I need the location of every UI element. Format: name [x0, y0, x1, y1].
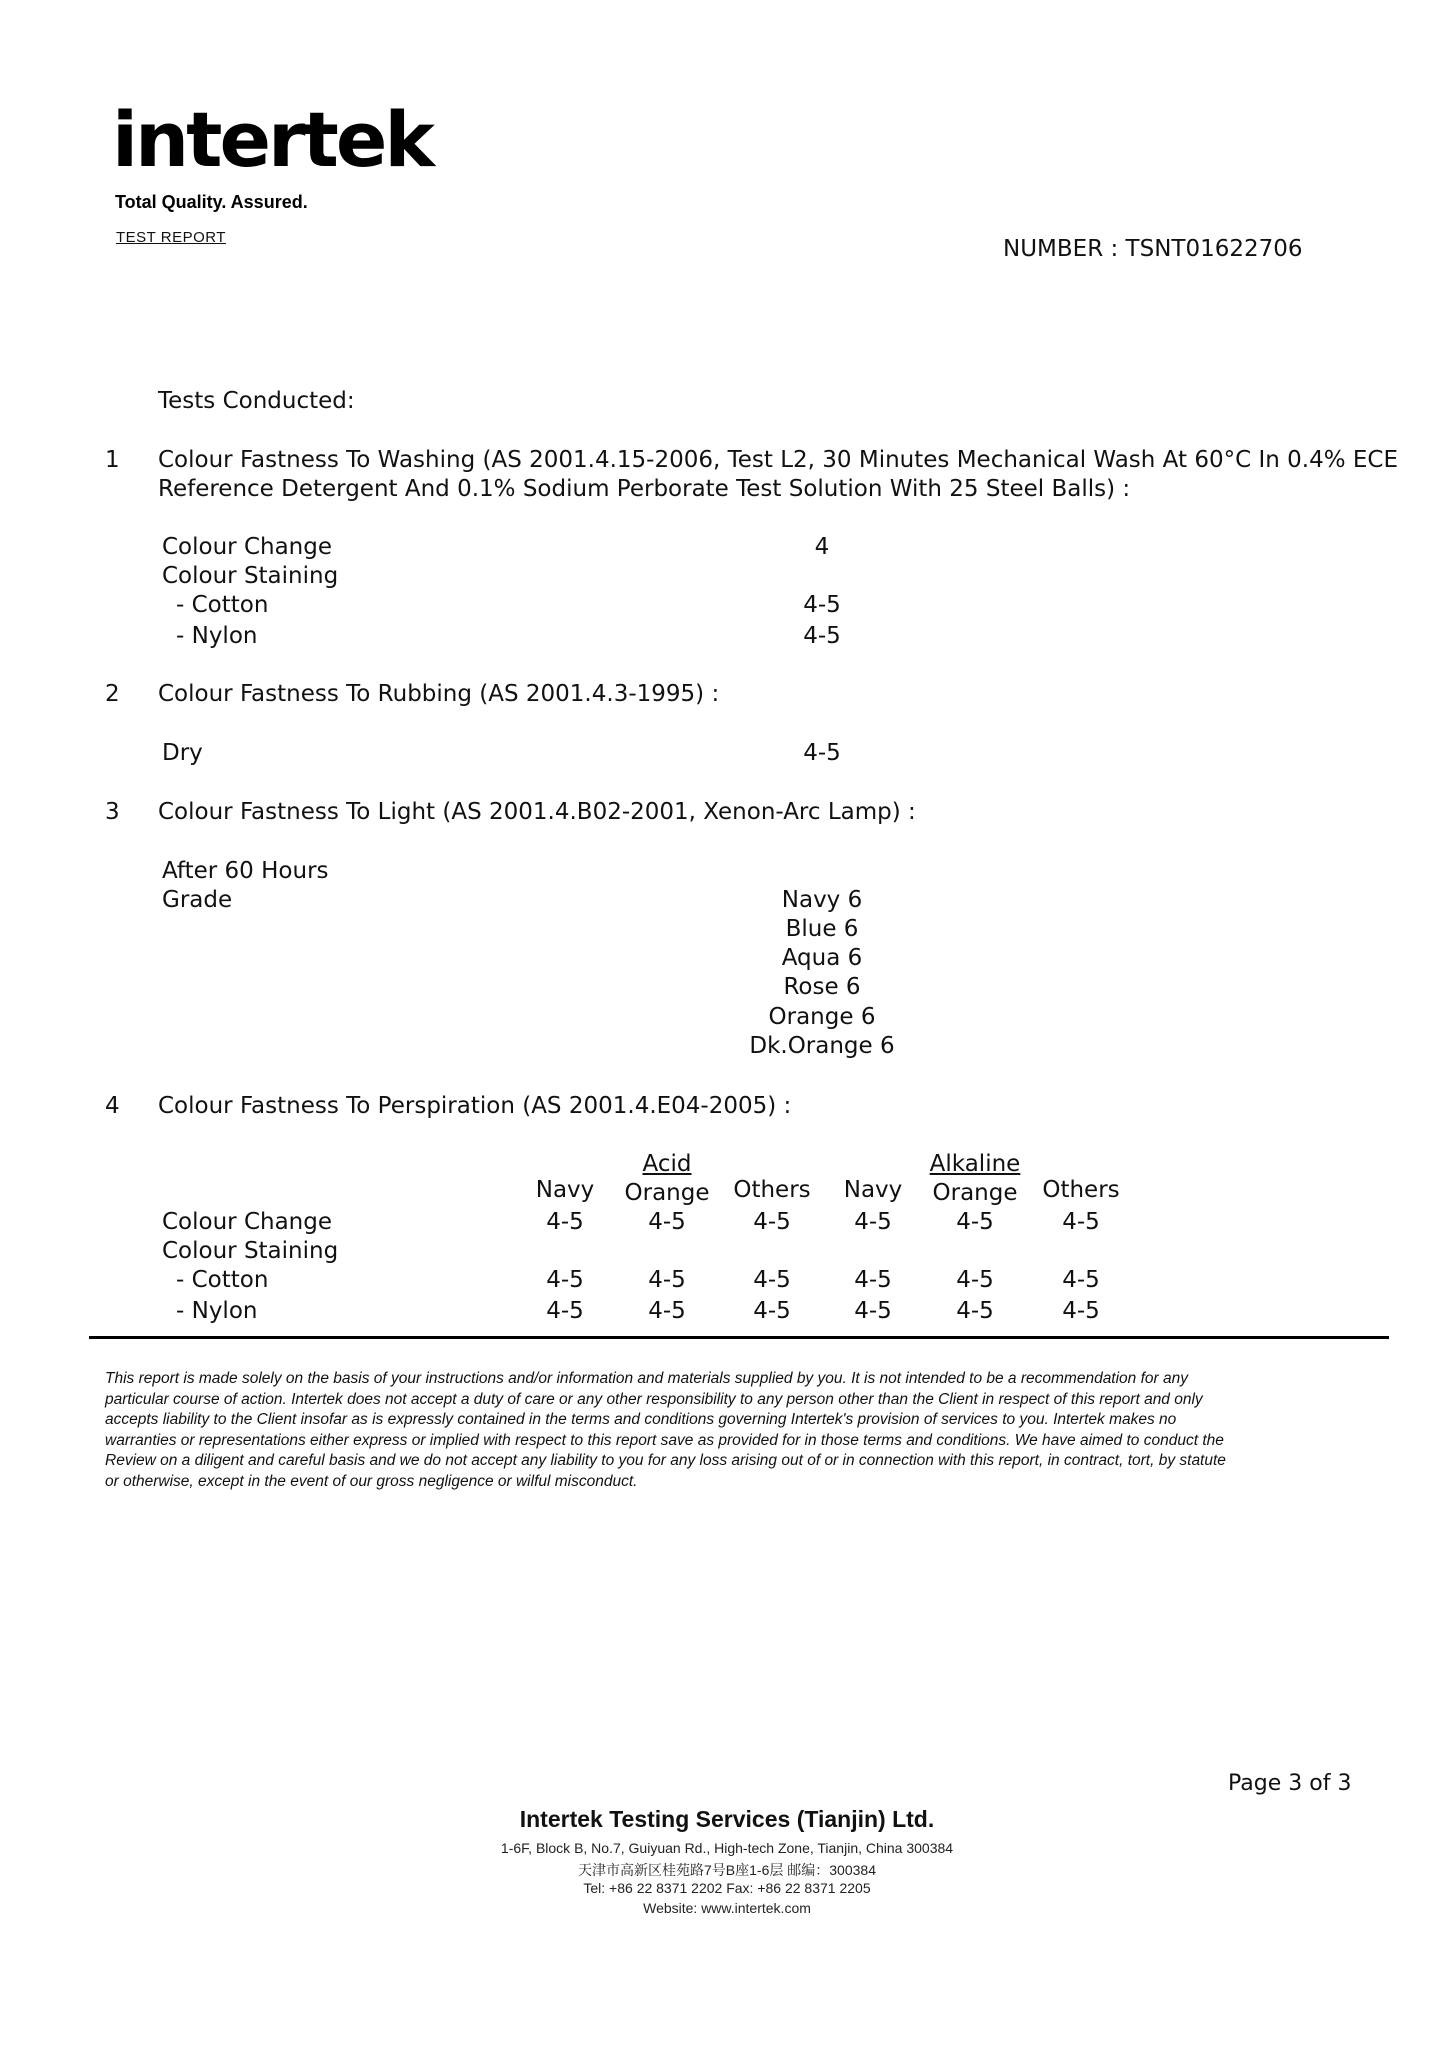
table-cell: 4-5 [1062, 1209, 1100, 1235]
disclaimer-line: or otherwise, except in the event of our gross negligence or wilful misconduct. [105, 1472, 638, 1490]
test-4-title: Colour Fastness To Perspiration (AS 2001.4.E04-2005) : [158, 1093, 792, 1119]
disclaimer-line: warranties or representations either express or implied with respect to this report save as provided for in those terms and conditions. We have aimed to conduct the [105, 1431, 1224, 1449]
table-cell: 4-5 [648, 1298, 686, 1324]
test-3-grade: Aqua 6 [781, 945, 863, 971]
column-header: Navy [535, 1177, 595, 1203]
table-cell: 4-5 [546, 1209, 584, 1235]
test-3-grade-label: Grade [162, 887, 233, 913]
intertek-logo: intertek [112, 95, 432, 184]
column-header: Orange [932, 1180, 1018, 1206]
table-cell: 4-5 [753, 1209, 791, 1235]
test-1-row-label: - Cotton [176, 592, 269, 618]
report-number: NUMBER : TSNT01622706 [1003, 236, 1303, 262]
table-cell: 4-5 [648, 1267, 686, 1293]
test-1-row-value: 4 [814, 534, 830, 560]
perspiration-row-label: Colour Staining [162, 1238, 339, 1264]
footer-address-cn: 天津市高新区桂苑路7号B座1-6层 邮编：300384 [578, 1862, 876, 1878]
test-1-row-label: - Nylon [176, 623, 258, 649]
table-cell: 4-5 [1062, 1298, 1100, 1324]
table-cell: 4-5 [956, 1267, 994, 1293]
group-header-acid: Acid [642, 1151, 692, 1177]
test-4-number: 4 [105, 1093, 120, 1119]
test-1-row-label: Colour Staining [162, 563, 339, 589]
disclaimer [105, 1369, 1365, 1492]
test-3-grade: Dk.Orange 6 [749, 1033, 895, 1059]
footer-website: Website: www.intertek.com [643, 1900, 811, 1916]
table-cell: 4-5 [546, 1298, 584, 1324]
horizontal-rule [89, 1336, 1389, 1339]
tests-heading: Tests Conducted: [158, 388, 355, 414]
table-cell: 4-5 [753, 1298, 791, 1324]
table-cell: 4-5 [854, 1298, 892, 1324]
group-header-alkaline: Alkaline [929, 1151, 1021, 1177]
test-3-title: Colour Fastness To Light (AS 2001.4.B02-2001, Xenon-Arc Lamp) : [158, 799, 916, 825]
test-2-number: 2 [105, 681, 120, 707]
test-3-number: 3 [105, 799, 120, 825]
table-cell: 4-5 [1062, 1267, 1100, 1293]
perspiration-row-label: Colour Change [162, 1209, 332, 1235]
table-cell: 4-5 [956, 1298, 994, 1324]
disclaimer-line: accepts liability to the Client insofar as is expressly contained in the terms and conditions governing Intertek's provision of services to you. Intertek makes no [105, 1411, 1177, 1428]
test-2-row-label: Dry [162, 740, 203, 766]
column-header: Others [1042, 1177, 1120, 1203]
test-1-number: 1 [105, 447, 120, 473]
footer-address: 1-6F, Block B, No.7, Guiyuan Rd., High-tech Zone, Tianjin, China 300384 [500, 1840, 954, 1856]
table-cell: 4-5 [956, 1209, 994, 1235]
test-3-grade: Blue 6 [785, 916, 859, 942]
table-cell: 4-5 [753, 1267, 791, 1293]
doc-type-label: TEST REPORT [116, 229, 226, 246]
page-number: Page 3 of 3 [1228, 1771, 1352, 1796]
column-header: Orange [624, 1180, 710, 1206]
table-cell: 4-5 [648, 1209, 686, 1235]
perspiration-row-label: - Nylon [176, 1298, 258, 1324]
test-2-title: Colour Fastness To Rubbing (AS 2001.4.3-1995) : [158, 681, 720, 707]
column-header: Navy [843, 1177, 903, 1203]
disclaimer-line: particular course of action. Intertek does not accept a duty of care or any other responsibility to any person other than the Client in respect of this report and only [105, 1390, 1203, 1408]
test-1-row-label: Colour Change [162, 534, 332, 560]
test-3-after: After 60 Hours [162, 858, 329, 884]
disclaimer-line: This report is made solely on the basis of your instructions and/or information and materials supplied by you. It is not intended to be a recommendation for any [105, 1370, 1188, 1387]
footer-company: Intertek Testing Services (Tianjin) Ltd. [519, 1806, 935, 1832]
test-1-title: Colour Fastness To Washing (AS 2001.4.15-2006, Test L2, 30 Minutes Mechanical Wash At 60°C In 0.4% ECE [158, 447, 1399, 473]
logo-tagline: Total Quality. Assured. [115, 192, 308, 212]
test-3-grade: Navy 6 [781, 887, 863, 913]
table-cell: 4-5 [546, 1267, 584, 1293]
test-3-grade: Rose 6 [783, 974, 861, 1000]
test-1-row-value: 4-5 [803, 592, 841, 618]
test-1-row-value: 4-5 [803, 623, 841, 649]
test-2-row-value: 4-5 [803, 740, 841, 766]
perspiration-row-label: - Cotton [176, 1267, 269, 1293]
table-cell: 4-5 [854, 1267, 892, 1293]
test-1-title-cont: Reference Detergent And 0.1% Sodium Perborate Test Solution With 25 Steel Balls) : [158, 476, 1131, 502]
table-cell: 4-5 [854, 1209, 892, 1235]
column-header: Others [733, 1177, 811, 1203]
footer-tel: Tel: +86 22 8371 2202 Fax: +86 22 8371 2205 [583, 1880, 871, 1896]
disclaimer-line: Review on a diligent and careful basis and we do not accept any liability to you for any loss arising out of or in connection with this report, in contract, tort, by statute [105, 1452, 1226, 1469]
test-3-grade: Orange 6 [768, 1004, 876, 1030]
